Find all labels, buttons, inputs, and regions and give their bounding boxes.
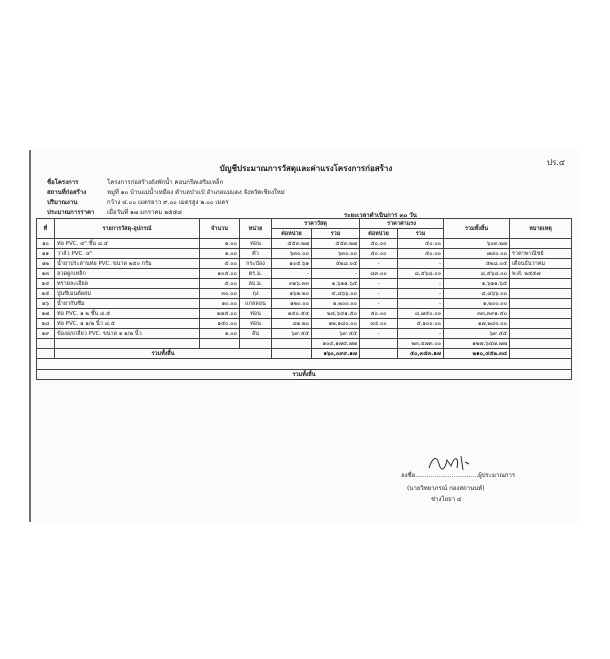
table-row <box>37 259 572 269</box>
cell-mat-sum: ๒๔,๖๔๑.๕๐ <box>312 309 360 319</box>
cell-mat-sum: ๕๕๓.๒๗ <box>312 239 360 249</box>
project-site-value: หมู่ที่ ๑๐ บ้านแม่น้ำเหมือง ตำบลป่าแป๋ อำเภอแม่แตง จังหวัดเชียงใหม่ <box>107 189 285 196</box>
cell-unit: กระป๋อง <box>240 259 272 269</box>
cell-total: ๖๐๓.๒๗ <box>444 239 510 249</box>
table-row <box>37 239 572 249</box>
cell-lab-sum: ๕๐.๐๐ <box>398 239 444 249</box>
cell-item: ท่อ PVC. ๑ ๒ ชั้น ๘.๕ <box>55 309 200 319</box>
table-row <box>37 299 572 309</box>
cell-unit: ถุง <box>240 289 272 299</box>
cell-qty: ๑๐๕.๐๐ <box>200 269 240 279</box>
cell-mat-unit: ๑๐๕.๖๑ <box>272 259 312 269</box>
cell-qty: ๑๕๐.๐๐ <box>200 319 240 329</box>
subtotal-row <box>37 339 572 349</box>
cell-no: ๑๒ <box>37 259 55 269</box>
cell-mat-unit: ๖๓๐.๐๐ <box>272 249 312 259</box>
cell-unit: ลบ.ม. <box>240 279 272 289</box>
cell-no: ๑๘ <box>37 319 55 329</box>
cell-no: ๑๙ <box>37 329 55 339</box>
project-estimate-value: เมื่อวันที่ ๑๗ มกราคม ๒๕๕๘ <box>107 209 182 216</box>
cell-unit: ตัว <box>240 249 272 259</box>
subtotal-total: ๑๒๗,๖๔๗.๗๗ <box>444 339 510 349</box>
cell-qty: ๑.๐๐ <box>200 329 240 339</box>
signer-name: (นายวิทยาภรณ์ กองสถานนท์) <box>407 485 485 492</box>
cell-mat-unit: ๑๒๐.๐๐ <box>272 299 312 309</box>
col-material-header: ราคาวัสดุ <box>272 219 360 229</box>
cell-lab-unit: - <box>360 289 398 299</box>
cell-item: ข้องอ/เกลียว PVC. ขนาด ๑ ๑/๒ นิ้ว <box>55 329 200 339</box>
cell-mat-unit: ๕๕๓.๒๗ <box>272 239 312 249</box>
cell-mat-sum: ๑,๖๑๑.๖๕ <box>312 279 360 289</box>
project-site-line <box>47 188 285 197</box>
cell-remark <box>510 279 572 289</box>
boq-table <box>36 218 572 380</box>
cell-total: ๗๘๐.๐๐ <box>444 249 510 259</box>
cell-mat-sum: ๑,๒๐๐.๐๐ <box>312 299 360 309</box>
cell-total: ๖๙.๕๕ <box>444 329 510 339</box>
cell-item: น้ำยาประสานท่อ PVC. ขนาด ๒๕๐ กรัม <box>55 259 200 269</box>
cell-lab-sum: - <box>398 259 444 269</box>
cell-mat-sum: ๖๓๐.๐๐ <box>312 249 360 259</box>
cell-unit: ท่อน <box>240 239 272 249</box>
cell-lab-unit: - <box>360 259 398 269</box>
project-period: ระยะเวลาดำเนินการ ๓๐ วัน <box>344 212 417 219</box>
table-row <box>37 279 572 289</box>
project-volume-line <box>47 198 229 207</box>
col-mat-unit-header: ต่อหน่วย <box>272 229 312 239</box>
cell-item: ทรายละเอียด <box>55 279 200 289</box>
cell-unit: ตร.ม. <box>240 269 272 279</box>
project-name-line <box>47 178 223 187</box>
cell-item: น้ำยากันซึม <box>55 299 200 309</box>
grand-total-labor: ๕๐,๓๕๓.๑๗ <box>398 349 444 359</box>
table-row <box>37 249 572 259</box>
cell-unit: อัน <box>240 329 272 339</box>
cell-lab-unit: ๕๐.๐๐ <box>360 239 398 249</box>
cell-qty: ๑๗๕.๐๐ <box>200 309 240 319</box>
col-lab-sum-header: รวม <box>398 229 444 239</box>
footer-total-row <box>37 370 572 380</box>
cell-remark <box>510 239 572 249</box>
cell-item: ท่อ PVC. ๑ ๑/๒ นิ้ว ๘.๕ <box>55 319 200 329</box>
cell-remark <box>510 329 572 339</box>
cell-remark <box>510 299 572 309</box>
cell-remark: เดือนธันวาคม <box>510 259 572 269</box>
table-row <box>37 319 572 329</box>
cell-lab-sum: - <box>398 329 444 339</box>
project-estimate-label: ประมาณการราคา <box>47 209 95 216</box>
cell-qty: ๑.๐๐ <box>200 239 240 249</box>
cell-total: ๑๗,๒๘๐.๐๐ <box>444 319 510 329</box>
cell-remark <box>510 289 572 299</box>
cell-no: ๑๗ <box>37 309 55 319</box>
cell-mat-unit: - <box>272 269 312 279</box>
cell-lab-sum: ๘,๕๖๘.๐๐ <box>398 269 444 279</box>
cell-qty: ๕.๐๐ <box>200 279 240 289</box>
col-item-header: รายการวัสดุ-อุปกรณ์ <box>55 219 200 239</box>
table-body <box>37 239 572 339</box>
cell-total: ๕๒๘.๐๕ <box>444 259 510 269</box>
cell-lab-unit: ๓๔.๐๐ <box>360 319 398 329</box>
cell-mat-sum: ๖๙.๕๕ <box>312 329 360 339</box>
project-estimate-line <box>47 208 182 217</box>
cell-lab-sum: ๕๐.๐๐ <box>398 249 444 259</box>
project-site-label: สถานที่ก่อสร้าง <box>47 189 87 196</box>
subtotal-material: ๑๐๔,๑๗๔.๗๗ <box>312 339 360 349</box>
cell-total: ๑,๒๐๐.๐๐ <box>444 299 510 309</box>
document-sheet <box>29 150 581 522</box>
grand-total-material: ๑๖๐,๐๙๙.๑๗ <box>312 349 360 359</box>
cell-no: ๑๓ <box>37 269 55 279</box>
cell-remark: พ.ศ. ๒๕๕๗ <box>510 269 572 279</box>
project-volume-value: กว้าง ๔.๐๐ เมตรยาว ๙.๐๐ เมตรสูง ๒.๐๐ เมตร <box>107 199 229 206</box>
cell-no: ๑๑ <box>37 249 55 259</box>
cell-no: ๑๕ <box>37 289 55 299</box>
cell-no: ๑๖ <box>37 299 55 309</box>
cell-item: วาล์ว PVC. ๔" <box>55 249 200 259</box>
col-mat-sum-header: รวม <box>312 229 360 239</box>
cell-unit: ท่อน <box>240 319 272 329</box>
table-row <box>37 269 572 279</box>
cell-total: ๔,๘๖๖.๐๐ <box>444 289 510 299</box>
footer-total-label: รวมทั้งสิ้น <box>37 370 572 380</box>
cell-item: ลวดผูกเหล็ก <box>55 269 200 279</box>
cell-mat-sum: ๕๒๘.๐๕ <box>312 259 360 269</box>
cell-lab-sum: - <box>398 299 444 309</box>
col-total-header: รวมทั้งสิ้น <box>444 219 510 239</box>
cell-unit: ท่อน <box>240 309 272 319</box>
cell-mat-unit: ๑๖๒.๒๐ <box>272 289 312 299</box>
cell-qty: ๑.๐๐ <box>200 249 240 259</box>
cell-mat-unit: ๘๑.๒๐ <box>272 319 312 329</box>
cell-remark: ราคาพาณิชย์ <box>510 249 572 259</box>
cell-lab-unit: - <box>360 329 398 339</box>
cell-item: ปูนซีเมนต์ผสม <box>55 289 200 299</box>
col-no-header: ที่ <box>37 219 55 239</box>
cell-lab-unit: ๕๐.๐๐ <box>360 249 398 259</box>
cell-no: ๑๔ <box>37 279 55 289</box>
table-row <box>37 289 572 299</box>
project-volume-label: ปริมาณงาน <box>47 199 78 206</box>
cell-mat-sum: ๔,๘๖๖.๐๐ <box>312 289 360 299</box>
signature-line: ลงชื่อ.................................ผู้ประมาณการ <box>401 472 516 479</box>
blank-row <box>37 359 572 370</box>
cell-qty: ๓๐.๐๐ <box>200 289 240 299</box>
cell-total: ๘,๕๖๘.๐๐ <box>444 269 510 279</box>
cell-mat-sum: - <box>312 269 360 279</box>
cell-lab-unit: ๕๐.๐๐ <box>360 309 398 319</box>
cell-total: ๑,๖๑๑.๖๕ <box>444 279 510 289</box>
document-title: บัญชีประมาณการวัสดุและค่าแรงโครงการก่อสร้าง <box>219 164 393 173</box>
col-remark-header: หมายเหตุ <box>510 219 572 239</box>
col-unit-header: หน่วย <box>240 219 272 239</box>
table-row <box>37 329 572 339</box>
signature-scribble-icon <box>427 452 471 472</box>
cell-total: ๓๓,๓๙๑.๕๐ <box>444 309 510 319</box>
project-name-value: โครงการก่อสร้างถังพักน้ำ คอนกรีตเสริมเหล็ก <box>107 179 224 186</box>
cell-lab-unit: ๘๓.๐๐ <box>360 269 398 279</box>
col-labor-header: ราคาค่าแรง <box>360 219 444 229</box>
grand-total-label: รวมทั้งสิ้น <box>55 349 272 359</box>
cell-mat-sum: ๑๒,๑๘๐.๐๐ <box>312 319 360 329</box>
table-header-row <box>37 219 572 229</box>
signer-position: ช่างโยธา ๔ <box>431 496 462 503</box>
cell-lab-sum: ๕,๑๐๐.๐๐ <box>398 319 444 329</box>
col-qty-header: จำนวน <box>200 219 240 239</box>
project-name-label: ชื่อโครงการ <box>47 179 79 186</box>
cell-mat-unit: ๓๑๖.๓๓ <box>272 279 312 289</box>
form-code: ปร.๔ <box>547 158 565 167</box>
cell-unit: แกลลอน <box>240 299 272 309</box>
cell-lab-sum: ๘,๗๕๐.๐๐ <box>398 309 444 319</box>
grand-total-row <box>37 349 572 359</box>
cell-remark <box>510 309 572 319</box>
cell-qty: ๕.๐๐ <box>200 259 240 269</box>
cell-item: ท่อ PVC. ๔" ชั้น ๘.๕ <box>55 239 200 249</box>
grand-total-total: ๒๑๐,๔๕๒.๓๔ <box>444 349 510 359</box>
table-row <box>37 309 572 319</box>
cell-remark <box>510 319 572 329</box>
col-lab-unit-header: ต่อหน่วย <box>360 229 398 239</box>
cell-lab-sum: - <box>398 289 444 299</box>
cell-lab-sum: - <box>398 279 444 289</box>
cell-mat-unit: ๖๙.๕๕ <box>272 329 312 339</box>
subtotal-labor: ๒๓,๔๗๓.๐๐ <box>398 339 444 349</box>
cell-lab-unit: - <box>360 299 398 309</box>
cell-no: ๑๐ <box>37 239 55 249</box>
cell-mat-unit: ๑๔๐.๕๔ <box>272 309 312 319</box>
cell-qty: ๑๐.๐๐ <box>200 299 240 309</box>
cell-lab-unit: - <box>360 279 398 289</box>
